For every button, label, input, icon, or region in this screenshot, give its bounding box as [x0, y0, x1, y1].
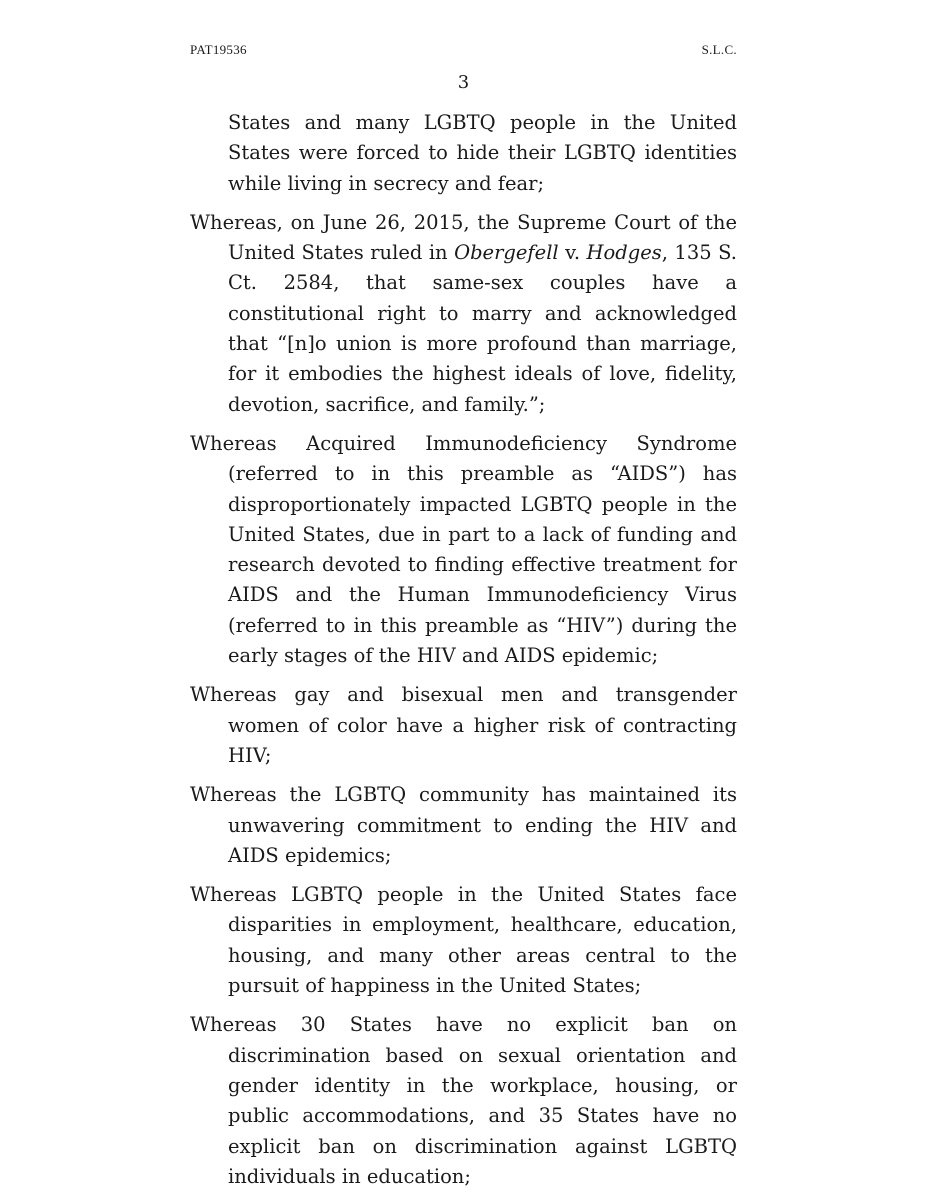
whereas-clause-aids: Whereas Acquired Immunodeficiency Syndrome (referred to in this preamble as “AIDS”) has disproportionately impacted LGBTQ people in the United States, due in part to a lack of funding and research devoted to finding effective treatment for AIDS and the Human Immunodeficiency Virus (referred to in this preamble as “HIV”) during the early stages of the HIV and AIDS epidemic; — [190, 431, 737, 668]
case-name-obergefell: Obergefell — [454, 241, 559, 265]
whereas-clause-obergefell — [190, 208, 737, 420]
whereas-clause-commitment: Whereas the LGBTQ community has maintained its unwavering commitment to ending the HIV and AIDS epidemics; — [190, 783, 737, 867]
whereas-clause-hiv-risk: Whereas gay and bisexual men and transgender women of color have a higher risk of contracting HIV; — [190, 683, 737, 767]
clause-text: v. — [558, 241, 587, 265]
whereas-clause-discrimination: Whereas 30 States have no explicit ban on discrimination based on sexual orientation and gender identity in the workplace, housing, or public accommodations, and 35 States have no explicit ban on discrimination against LGBTQ individuals in education; — [190, 1013, 737, 1188]
office-code: S.L.C. — [701, 42, 737, 57]
page-number: 3 — [457, 72, 470, 93]
continued-clause: States and many LGBTQ people in the United States were forced to hide their LGBTQ identities while living in secrecy and fear; — [228, 111, 737, 195]
whereas-clause-disparities: Whereas LGBTQ people in the United States face disparities in employment, healthcare, education, housing, and many other areas central to the pursuit of happiness in the United States; — [190, 883, 737, 998]
clause-text: Whereas, on June 26, 2015, the Supreme Court of the United States ruled in — [190, 210, 737, 265]
clause-text: , 135 S. Ct. 2584, that same-sex couples have a constitutional right to marry and acknowledged that “[n]o union is more profound than marriage, for it embodies the highest ideals of love, fidelity, devotion, sacrifice, and family.”; — [228, 241, 737, 416]
case-name-hodges: Hodges — [586, 241, 662, 265]
preamble-body — [190, 108, 737, 1201]
document-id: PAT19536 — [190, 42, 247, 57]
